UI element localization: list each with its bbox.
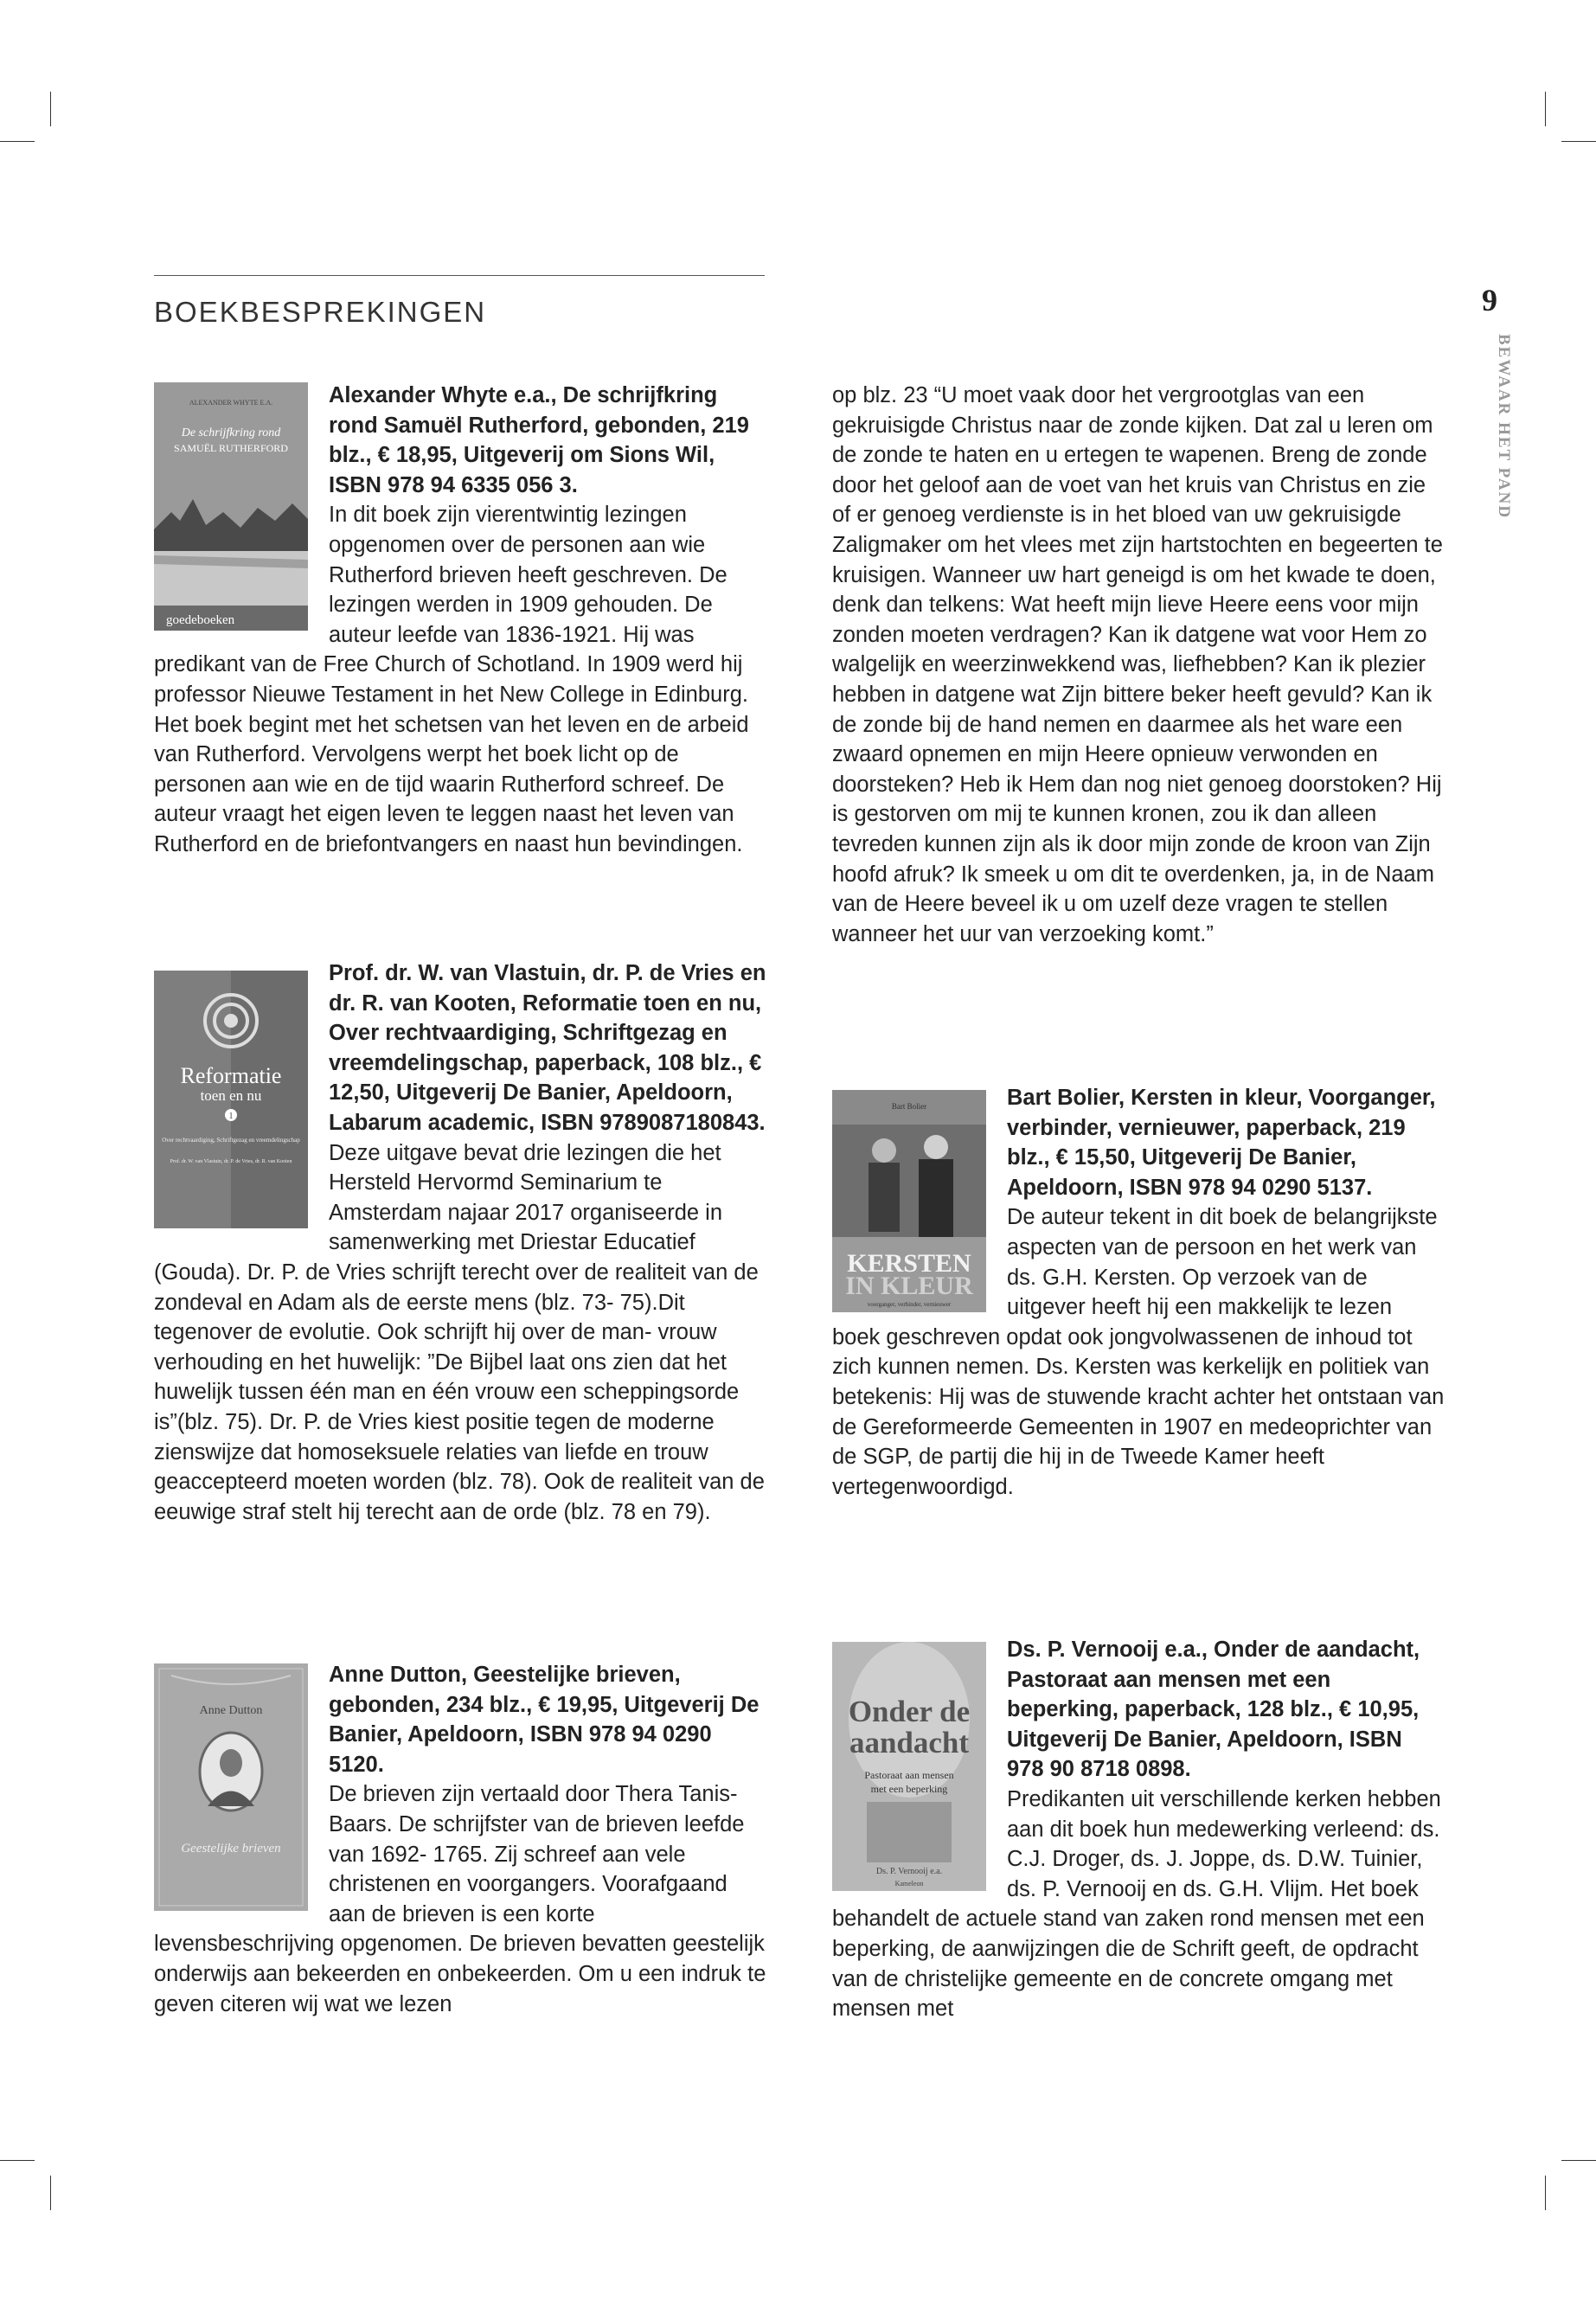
crop-mark: [1545, 2176, 1546, 2210]
section-title: BOEKBESPREKINGEN: [154, 296, 487, 328]
side-label: BEWAAR HET PAND: [1495, 334, 1513, 520]
review-vernooij: [832, 1635, 1445, 2024]
cover-author: ALEXANDER WHYTE E.A.: [189, 399, 273, 407]
review-reformatie: [154, 958, 766, 1527]
cover-subtitle-line2: met een beperking: [870, 1783, 948, 1795]
cover-tagline: voorganger, verbinder, vernieuwer: [867, 1301, 952, 1308]
review-body: In dit boek zijn vierentwintig lezingen opgenomen over de personen aan wie Rutherford brieven heeft geschreven. De lezingen werden in 1909 gehouden. De auteur leefde van 1836-1921. Hij was predikant van de Free Church of Schotland. In 1909 werd hij professor Nieuwe Testament in het New College in Edinburg. Het boek begint met het schetsen van het leven en de arbeid van Rutherford. Vervolgens werpt het boek licht op de personen aan wie en de tijd waarin Rutherford schreef. De auteur vraagt het eigen leven te leggen naast het leven van Rutherford en de briefontvangers en naast hun bevindingen.: [154, 503, 749, 856]
cover-title: Reformatie: [180, 1063, 282, 1088]
cover-author: Ds. P. Vernooij e.a.: [875, 1867, 943, 1876]
cover-title-line1: Onder de: [848, 1695, 971, 1728]
cover-subtitle: toen en nu: [200, 1087, 262, 1104]
cover-title-line2: IN KLEUR: [845, 1272, 973, 1300]
cover-number: 1: [228, 1112, 234, 1121]
cover-publisher: Kameleon: [894, 1880, 924, 1888]
crop-mark: [1545, 92, 1546, 126]
cover-authors: Prof. dr. W. van Vlastuin, dr. P. de Vries, dr. R. van Kooten: [170, 1159, 292, 1164]
review-body: De brieven zijn vertaald door Thera Tanis- Baars. De schrijfster van de brieven leefde van 1692- 1765. Zij schreef aan vele christenen en voorgangers. Voorafgaand aan de brieven is een korte levensbeschrijving opgenomen. De brieven bevatten geestelijk onderwijs aan bekeerden en onbekeerden. Om u een indruk te geven citeren wij wat we lezen: [154, 1782, 766, 2016]
cover-title-line1: KERSTEN: [847, 1249, 971, 1278]
cover-publisher-logo: goedeboeken: [166, 613, 235, 627]
cover-subtitle-line1: Pastoraat aan mensen: [864, 1769, 954, 1781]
cover-vernooij: [832, 1642, 986, 1891]
review-rutherford: [154, 381, 766, 860]
crop-mark: [1561, 141, 1596, 142]
crop-mark: [1561, 2160, 1596, 2161]
review-body: Predikanten uit verschillende kerken hebben aan dit boek hun medewerking verleend: ds. C.J. Droger, ds. J. Joppe, ds. D.W. Tuinier, ds. P. Vernooij en ds. G.H. Vlijm. Het boek behandelt de actuele stand van zaken rond mensen met een beperking, de aanwijzingen die de Schrift geeft, de opdracht van de christelijke gemeente en de concrete omgang met mensen met: [832, 1786, 1441, 2022]
review-body: op blz. 23 “U moet vaak door het vergrootglas van een gekruisigde Christus naar de zonde kijken. Dat zal u leren om de zonde te haten en u ertegen te wapenen. Breng de zonde door het geloof aan de voet van het kruis van Christus en zie of er genoeg verdienste is in het bloed van uw gekruisigde Zaligmaker om het vlees met zijn hartstochten en begeerten te kruisigen. Wanneer uw hart geneigd is om het kwade te doen, denk dan telkens: Wat heeft mijn lieve Heere eens voor mijn zonden moeten verdragen? Kan ik datgene wat voor Hem zo walgelijk en weerzinwekkend was, liefhebben? Kan ik plezier hebben in datgene wat Zijn bittere beker heeft gevuld? Kan ik de zonde bij de hand nemen en daarmee als het ware een zwaard opnemen en mijn Heere opnieuw verwonden en doorsteken? Heb ik Hem dan nog niet genoeg doorstoken? Hij is gestorven om mij te kunnen kronen, zou ik dan alleen tevreden kunnen zijn als ik door mijn zonde de kroon van Zijn hoofd afruk? Ik smeek u om dit te overdenken, ja, in de Naam van de Heere beveel ik u om uzelf deze vragen te stellen wanneer het uur van verzoeking komt.”: [832, 383, 1443, 946]
review-dutton-continued: [832, 381, 1445, 949]
header-rule: [154, 275, 765, 276]
cover-reformatie: [154, 971, 308, 1228]
cover-author: Bart Bolier: [891, 1102, 927, 1111]
review-kersten: [832, 1083, 1445, 1502]
page-number: 9: [1482, 283, 1497, 317]
cover-title: Geestelijke brieven: [181, 1842, 281, 1856]
review-dutton: [154, 1660, 766, 2019]
cover-dutton: [154, 1663, 308, 1911]
review-heading: Bart Bolier, Kersten in kleur, Voorganger, verbinder, vernieuwer, paperback, 219 blz., € 15,50, Uitgeverij De Banier, Apeldoorn, ISBN 978 94 0290 5137.: [1007, 1086, 1436, 1200]
cover-title-line2: aandacht: [849, 1726, 970, 1759]
review-heading: Ds. P. Vernooij e.a., Onder de aandacht, Pastoraat aan mensen met een beperking, paperback, 128 blz., € 10,95, Uitgeverij De Banier, Apeldoorn, ISBN 978 90 8718 0898.: [1007, 1638, 1420, 1782]
cover-rutherford: [154, 382, 308, 631]
review-heading: Prof. dr. W. van Vlastuin, dr. P. de Vries en dr. R. van Kooten, Reformatie toen en nu, Over rechtvaardiging, Schriftgezag en vreemdelingschap, paperback, 108 blz., € 12,50, Uitgeverij De Banier, Apeldoorn, Labarum academic, ISBN 9789087180843.: [329, 961, 766, 1135]
crop-mark: [0, 141, 35, 142]
crop-mark: [50, 92, 51, 126]
review-heading: Alexander Whyte e.a., De schrijfkring rond Samuël Rutherford, gebonden, 219 blz., € 18,95, Uitgeverij om Sions Wil, ISBN 978 94 6335 056 3.: [329, 383, 749, 497]
cover-title-main: SAMUËL RUTHERFORD: [174, 442, 288, 454]
review-body: De auteur tekent in dit boek de belangrijkste aspecten van de persoon en het werk van ds. G.H. Kersten. Op verzoek van de uitgever heeft hij een makkelijk te lezen boek geschreven opdat ook jongvolwassenen de inhoud tot zich kunnen nemen. Ds. Kersten was kerkelijk en politiek van betekenis: Hij was de stuwende kracht achter het ontstaan van de Gereformeerde Gemeenten in 1907 en medeoprichter van de SGP, de partij die hij in de Tweede Kamer heeft vertegenwoordigd.: [832, 1205, 1445, 1499]
cover-title-script: De schrijfkring rond: [181, 426, 281, 439]
review-body: Deze uitgave bevat drie lezingen die het Hersteld Hervormd Seminarium te Amsterdam najaar 2017 organiseerde in samenwerking met Driestar Educatief (Gouda). Dr. P. de Vries schrijft terecht over de realiteit van de zondeval en Adam als de eerste mens (blz. 73- 75).Dit tegenover de evolutie. Ook schrijft hij over de man- vrouw verhouding en het huwelijk: ”De Bijbel laat ons zien dat het huwelijk tussen één man en één vrouw een scheppingsorde is”(blz. 75). Dr. P. de Vries kiest positie tegen de moderne zienswijze dat homoseksuele relaties van liefde en trouw geaccepteerd moeten worden (blz. 78). Ook de realiteit van de eeuwige straf stelt hij terecht aan de orde (blz. 78 en 79).: [154, 1140, 765, 1524]
review-heading: Anne Dutton, Geestelijke brieven, gebonden, 234 blz., € 19,95, Uitgeverij De Banier, Apeldoorn, ISBN 978 94 0290 5120.: [329, 1663, 760, 1777]
crop-mark: [50, 2176, 51, 2210]
cover-kersten: [832, 1090, 986, 1312]
cover-desc: Over rechtvaardiging, Schriftgezag en vreemdelingschap: [162, 1137, 300, 1144]
crop-mark: [0, 2160, 35, 2161]
cover-author: Anne Dutton: [199, 1704, 263, 1717]
